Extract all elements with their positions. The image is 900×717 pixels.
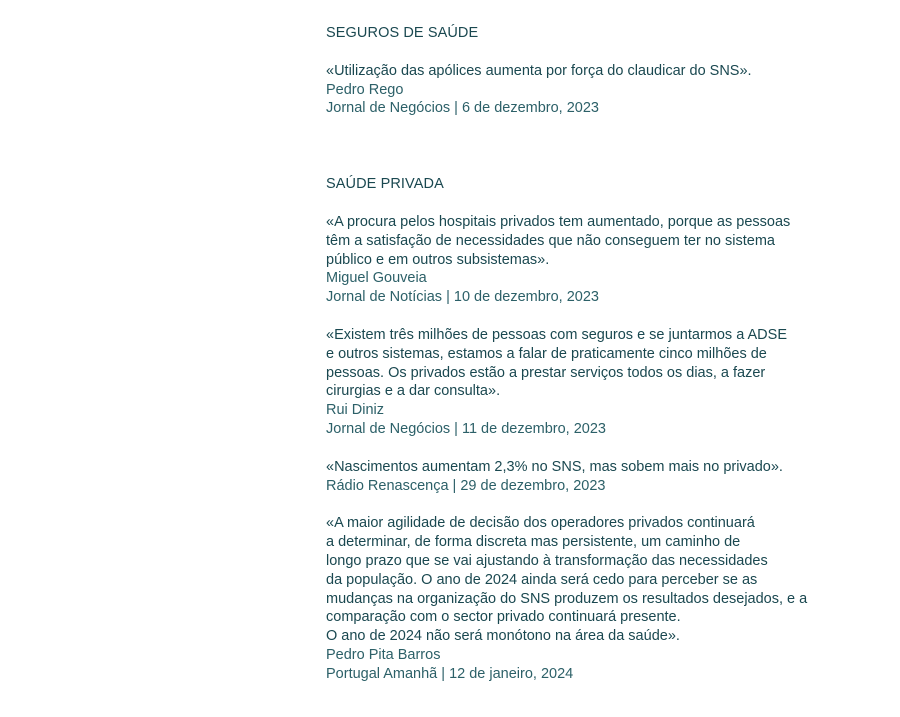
quote-block xyxy=(326,326,826,439)
section-seguros-de-saude xyxy=(326,24,826,118)
article-content xyxy=(326,24,826,684)
quote-source: Jornal de Notícias | 10 de dezembro, 2023 xyxy=(326,289,599,306)
quote-source: Jornal de Negócios | 11 de dezembro, 2023 xyxy=(326,420,606,437)
quote-block xyxy=(326,514,826,683)
quote-source: Rádio Renascença | 29 de dezembro, 2023 xyxy=(326,477,606,494)
quote-source: Portugal Amanhã | 12 de janeiro, 2024 xyxy=(326,665,574,682)
quote-text: «A maior agilidade de decisão dos operadores privados continuará a determinar, de forma discreta mas persistente, um caminho de longo prazo que se vai ajustando à transformação das necessidades da população. O ano de 2024 ainda será cedo para perceber se as mudanças na organização do SNS produzem os resultados desejados, e a comparação com o sector privado continuará presente. O ano de 2024 não será monótono na área da saúde». xyxy=(326,515,808,645)
quote-text: «Nascimentos aumentam 2,3% no SNS, mas sobem mais no privado». xyxy=(326,458,783,475)
quote-author: Miguel Gouveia xyxy=(326,270,427,287)
quote-text: «A procura pelos hospitais privados tem aumentado, porque as pessoas têm a satisfação de necessidades que não conseguem ter no sistema público e em outros subsistemas». xyxy=(326,213,791,268)
quote-block xyxy=(326,213,826,307)
quote-text: «Existem três milhões de pessoas com seguros e se juntarmos a ADSE e outros sistemas, estamos a falar de praticamente cinco milhões de pessoas. Os privados estão a prestar serviços todos os dias, a fazer cirurgias e a dar consulta». xyxy=(326,326,787,400)
quote-author: Pedro Pita Barros xyxy=(326,646,441,663)
quote-block xyxy=(326,458,826,496)
quote-author: Rui Diniz xyxy=(326,402,385,419)
section-title: SEGUROS DE SAÚDE xyxy=(326,25,479,41)
quote-text: «Utilização das apólices aumenta por força do claudicar do SNS». xyxy=(326,62,752,79)
section-saude-privada xyxy=(326,175,826,683)
quote-block xyxy=(326,62,826,118)
quote-author: Pedro Rego xyxy=(326,81,404,98)
section-title: SAÚDE PRIVADA xyxy=(326,176,444,193)
quote-source: Jornal de Negócios | 6 de dezembro, 2023 xyxy=(326,100,599,117)
